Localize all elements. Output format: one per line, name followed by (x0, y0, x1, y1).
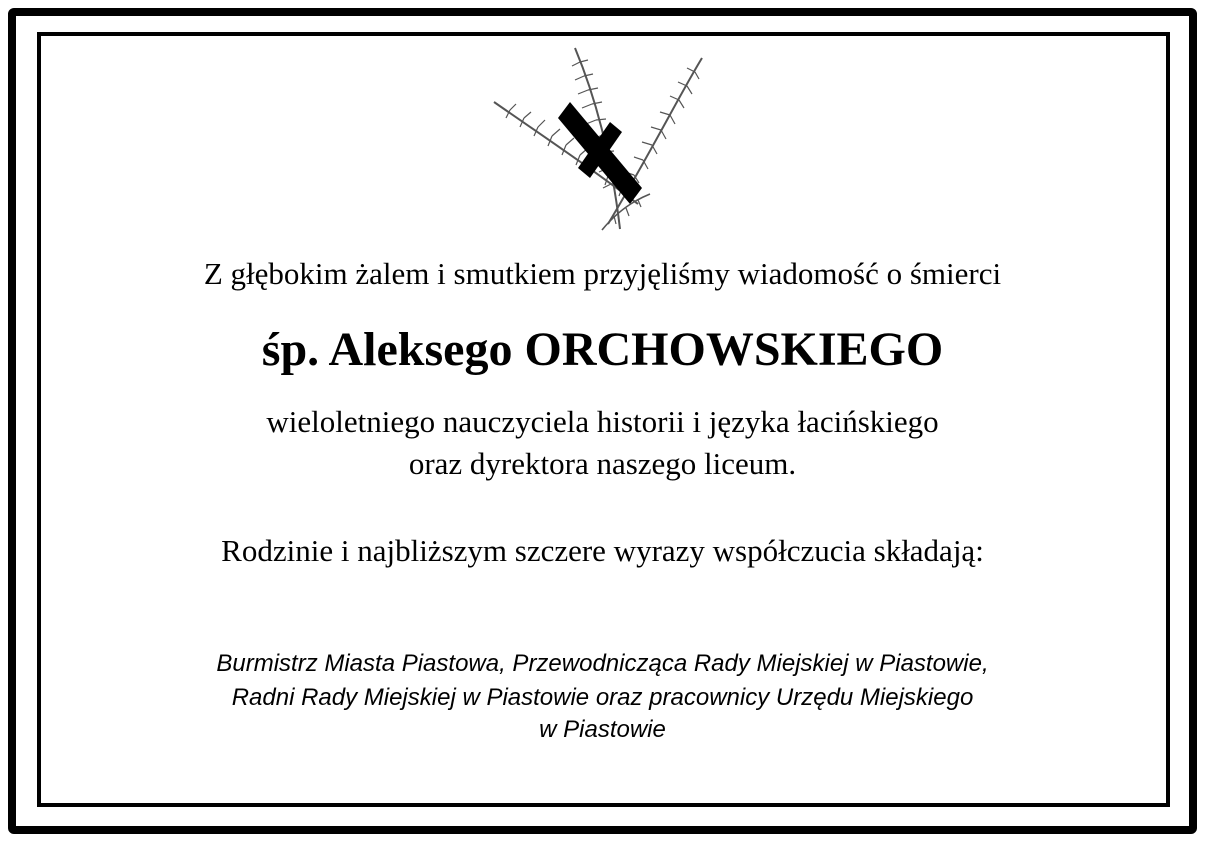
fern-lower (602, 194, 650, 230)
signature-line-1: Burmistrz Miasta Piastowa, Przewodnicząca Rady Miejskiej w Piastowie, (216, 650, 989, 677)
role-line-1: wieloletniego nauczyciela historii i języka łacińskiego (266, 404, 939, 439)
fern-right (608, 58, 702, 224)
deceased-name: śp. Aleksego ORCHOWSKIEGO (261, 323, 944, 376)
intro-text: Z głębokim żalem i smutkiem przyjęliśmy wiadomość o śmierci (203, 256, 1002, 291)
cross-with-ferns-icon (490, 44, 706, 236)
signature-line-3: w Piastowie (539, 716, 666, 743)
signature-line-2: Radni Rady Miejskiej w Piastowie oraz pracownicy Urzędu Miejskiego (231, 684, 974, 711)
role-line-2: oraz dyrektora naszego liceum. (408, 446, 797, 481)
cross (558, 102, 642, 204)
condolence-text: Rodzinie i najbliższym szczere wyrazy współczucia składają: (221, 533, 984, 568)
